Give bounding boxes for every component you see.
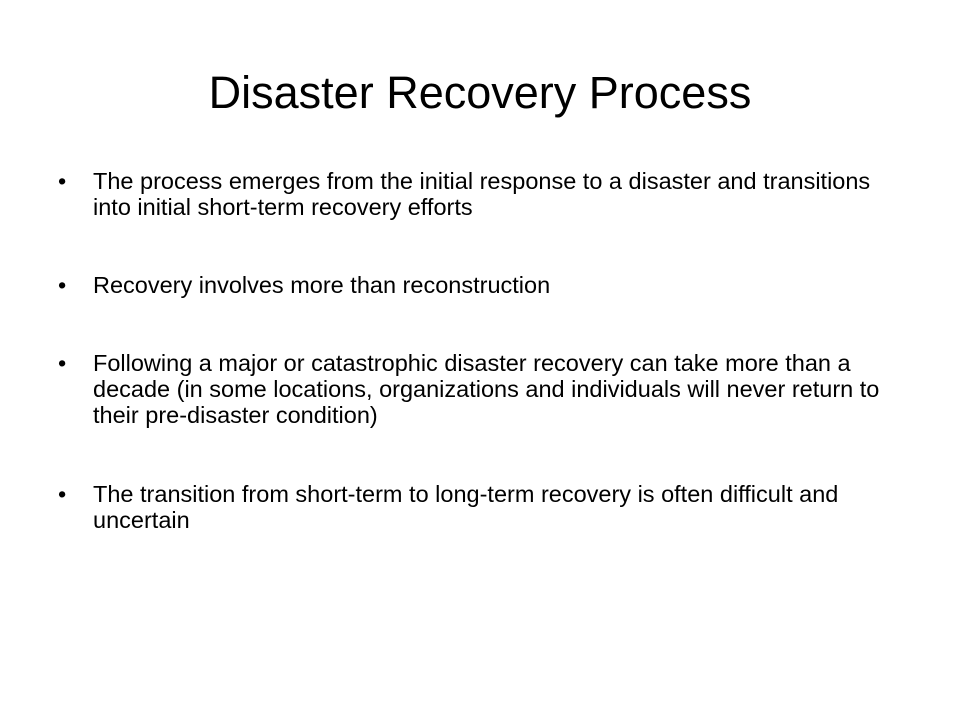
slide-title: Disaster Recovery Process xyxy=(208,67,752,118)
bullet-item xyxy=(58,481,888,533)
bullet-dot-icon: • xyxy=(58,481,67,507)
bullet-text: The process emerges from the initial response to a disaster and transitions into initial short-term recovery efforts xyxy=(93,168,871,220)
bullet-dot-icon: • xyxy=(58,272,67,298)
bullet-item xyxy=(58,272,888,298)
bullet-text: The transition from short-term to long-term recovery is often difficult and uncertain xyxy=(93,481,839,533)
bullet-list xyxy=(58,168,888,585)
bullet-item xyxy=(58,168,888,220)
bullet-dot-icon: • xyxy=(58,350,67,376)
bullet-text: Recovery involves more than reconstruction xyxy=(93,272,551,298)
bullet-dot-icon: • xyxy=(58,168,67,194)
bullet-item xyxy=(58,350,888,428)
bullet-text: Following a major or catastrophic disaster recovery can take more than a decade (in some locations, organizations and individuals will never return to their pre-disaster condition) xyxy=(93,350,880,428)
